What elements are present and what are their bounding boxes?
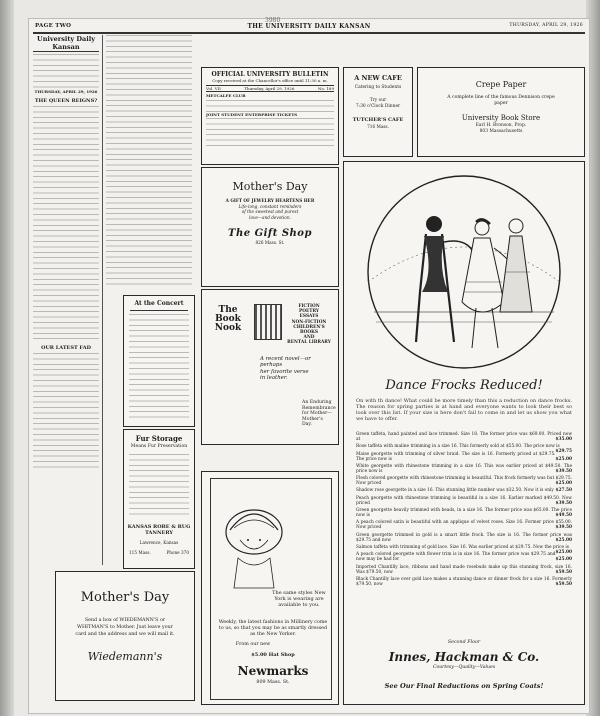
bulletin-title: OFFICIAL UNIVERSITY BULLETIN [211,71,329,78]
dance-frocks-title: Dance Frocks Reduced! [385,378,543,393]
crepe-title: Crepe Paper [475,80,527,89]
wiedemann-title: Mother's Day [80,590,170,605]
spring-coats-footer: See Our Final Reductions on Spring Coats! [384,682,544,690]
frock-price: $39.50 [555,500,572,506]
frock-price: $59.50 [555,581,572,587]
jewelry-line-1: A GIFT OF JEWELRY HEARTENS HER [225,198,315,203]
middle-article-body [106,35,192,285]
frock-price: $39.50 [555,525,572,531]
university-bulletin [201,67,339,165]
editorial-column [33,35,99,471]
cafe-title: A NEW CAFE [354,74,402,82]
frock-description: Black Chantilly lace over gold lace makes a stunning dance or dinner frock for a size 16. Formerly $79.50, now [356,576,572,587]
frock-item [356,520,572,530]
bulletin-date: Thursday, April 29, 1926 [244,85,295,91]
book-nook-categories: FICTION POETRY ESSAYS NON-FICTION CHILDREN'S BOOKS AND RENTAL LIBRARY [287,304,331,346]
cafe-name: TUTCHER'S CAFE [352,117,404,123]
frock-description: Green georgette heavily trimmed with beads, in a size 16. The former price was $65.00. The price now is [356,508,572,519]
frock-description: Peach georgette with rhinestone trimming is beautiful in a size 16. Earlier marked $49.50. Now priced [356,495,572,506]
wiedemann-body-3: card and the address and we will mail it. [75,632,175,637]
frock-price: $25.00 [555,557,572,563]
bulletin-item-metcalfe: METCALFE CLUB [206,92,246,98]
frock-description: Rose taffeta with maline trimming in a size 16. This formerly sold at $55.00. The price now is [356,444,560,450]
header-rule [33,32,585,34]
frock-price: $35.00 [555,437,572,442]
latest-fad-heading: OUR LATEST FAD [41,344,91,351]
frock-description: Shadow rose georgette in a size 16. This stunning little number was $32.50. Now it is only [356,488,554,494]
frock-description: Green taffeta, hand painted and lace trimmed. Size 18. The former price was $69.00. Priced now at [356,432,572,442]
frock-item [356,452,572,462]
cafe-line-3: 7:30 o'Clock Dinner [355,104,401,109]
newmarks-copy-3: From our new [235,642,271,647]
masthead-date: THURSDAY, APRIL 29, 1926 [34,89,98,94]
column-divider [102,35,103,565]
frock-item [356,432,572,442]
bookshelf-illustration [254,304,282,340]
bulletin-vol: Vol. VII [206,85,221,91]
newmarks-copy-2: Weekly, the latest fashions in Millinery come to us, so that you may be as smartly dressed as the New Yorker. [218,620,328,637]
frock-item [356,508,572,518]
crepe-address: 803 Massachusetts [479,129,523,135]
frock-price: $29.75 [555,449,572,455]
concert-title: At the Concert [134,300,184,307]
book-nook-tagline-3: in leather. [260,375,288,382]
book-nook-gift-note: An Enduring Remembrance for Mother—Mother's Day. [302,400,336,428]
frock-price: $25.00 [555,481,572,487]
frock-item [356,496,572,506]
page-number: PAGE TWO [35,23,72,29]
frock-price: $59.50 [555,569,572,575]
jewelry-line-2: Life-long, constant reminders [238,203,302,209]
book-nook-logo: The Book Nook [214,305,242,333]
store-slogan: Courtesy—Quality—Values [432,665,496,670]
frock-price-list [356,432,572,589]
tutchers-cafe-ad [343,67,413,157]
book-nook-tagline-2: her favorite verse [260,368,309,375]
frock-price: $27.50 [555,488,572,494]
gift-shop-address: 826 Mass. St. [255,240,285,246]
wiedemann-signature: Wiedemann's [87,650,163,663]
frock-item [356,464,572,474]
newmarks-name: Newmarks [237,664,309,678]
frock-description: Maise georgette with trimming of silver braid. The size is 16. Formerly priced at $29.75. The price now is [356,451,556,462]
frock-price: $49.50 [555,513,572,519]
header-date: THURSDAY, APRIL 29, 1926 [509,23,583,28]
bulletin-no: No. 189 [317,85,334,91]
newspaper-page [28,18,590,714]
queen-article-body [33,106,99,342]
frock-item [356,544,572,555]
crepe-paper-ad [417,67,585,157]
fur-business-name: KANSAS ROBE & RUG TANNERY [127,524,191,536]
staff-listing [33,54,99,88]
newmarks-ad [201,471,339,705]
frock-price: $25.00 [555,537,572,543]
frock-description: White georgette with rhinestone trimming in a size 16. This was earlier priced at $49.50. The price now is [356,463,572,474]
cafe-line-1: Catering to Students [354,85,402,90]
frock-item [356,533,572,543]
hat-lady-illustration [220,500,290,590]
book-nook-tagline-1: A recent novel—or perhaps [260,356,311,369]
frock-description: Imported Chantilly lace, ribbons and hand made rosebuds make up this stunning frock, size 16. Was $79.50, now [356,564,572,575]
jewelry-title: Mother's Day [232,180,308,193]
concert-text [129,314,189,422]
dancing-couple-illustration [364,172,564,372]
dance-frocks-ad [343,161,585,705]
bulletin-item-tickets: JOINT STUDENT ENTERPRISE TICKETS [206,111,298,117]
frock-description: A peach colored georgette with flower trim is in size 16. The former price was $29.75 and now may be had for [356,552,556,563]
paper-title: THE UNIVERSITY DAILY KANSAN [247,23,371,30]
frock-description: Salmon taffeta with trimming of gold lace. Size 16. Was earlier priced at $29.75. Now the price is [356,544,569,550]
fur-storage-ad [123,429,195,569]
fur-text [129,454,189,518]
newmarks-address: 809 Mass. St. [256,680,290,685]
fur-title: Fur Storage [135,434,183,443]
newmarks-copy-1: The same styles New York is wearing are available to you. [272,590,326,608]
frock-price: $25.00 [555,456,572,462]
queen-heading: THE QUEEN REIGNS? [34,97,98,104]
fur-phone: Phone 370 [166,550,189,555]
frock-item [356,488,572,493]
fur-subtitle: Means Fur Preservation [130,444,188,449]
fur-city: Lawrence, Kansas [139,540,179,545]
jewelry-line-3: of the sweetest and purest [241,209,299,215]
fur-address: 115 Mass. [129,550,151,555]
concert-ad [123,295,195,427]
frock-price: $25.00 [555,549,572,555]
book-nook-ad [201,289,339,445]
frock-description: Green georgette trimmed in gold is a smart little frock. The size is 16. The former price was $29.75 and now [356,532,572,543]
frock-item [356,476,572,486]
wiedemann-body-2: WHITMAN'S to Mother. Just leave your [77,625,173,630]
crepe-store: University Book Store [461,114,541,123]
dance-frocks-intro: On with th dance! What could be more timely than this a reduction on dance frocks. The reason for spring parties is at hand and everyone wants to look their best so look over this list. If your size is here don't fail to come in and let us show you what we have to offer. [356,398,572,422]
innes-hackman-logo: Innes, Hackman & Co. [388,650,540,664]
frock-description: A peach colored satin is beautiful with an applique of velvet roses. Size 16. Former price $55.00. Now priced [356,520,572,531]
archive-stamp: 3980 [265,17,281,24]
left-scan-edge [0,0,14,716]
crepe-description: A complete line of the famous Dennison crepe paper [447,95,555,106]
frock-item [356,565,572,575]
newmarks-hat-shop: $5.00 Hat Shop [251,652,295,658]
frock-item [356,444,572,455]
bulletin-subtitle: Copy received at the Chancellor's office until 11:30 a. m. [212,78,328,83]
masthead-name: University Daily Kansan [33,35,99,52]
gift-shop-logo: The Gift Shop [228,228,312,240]
frock-price: $39.50 [555,468,572,474]
floor-label: Second Floor [447,640,481,645]
latest-fad-body [33,353,99,471]
frock-item [356,577,572,587]
crepe-owner: Earl H. Bronson, Prop. [475,123,527,129]
frock-item [356,549,572,563]
jewelry-line-4: love—and devotion. [249,214,291,220]
mothers-day-jewelry-ad [201,167,339,287]
cafe-address: 716 Mass. [367,124,389,129]
cafe-line-2: Try our [369,98,387,103]
wiedemann-body-1: Send a box of WIEDEMANN'S or [84,618,166,623]
wiedemann-ad [55,571,195,701]
frock-description: Flesh colored georgette with rhinestone trimming is beautiful. This frock formerly was but $29.75. Now priced [356,476,572,487]
